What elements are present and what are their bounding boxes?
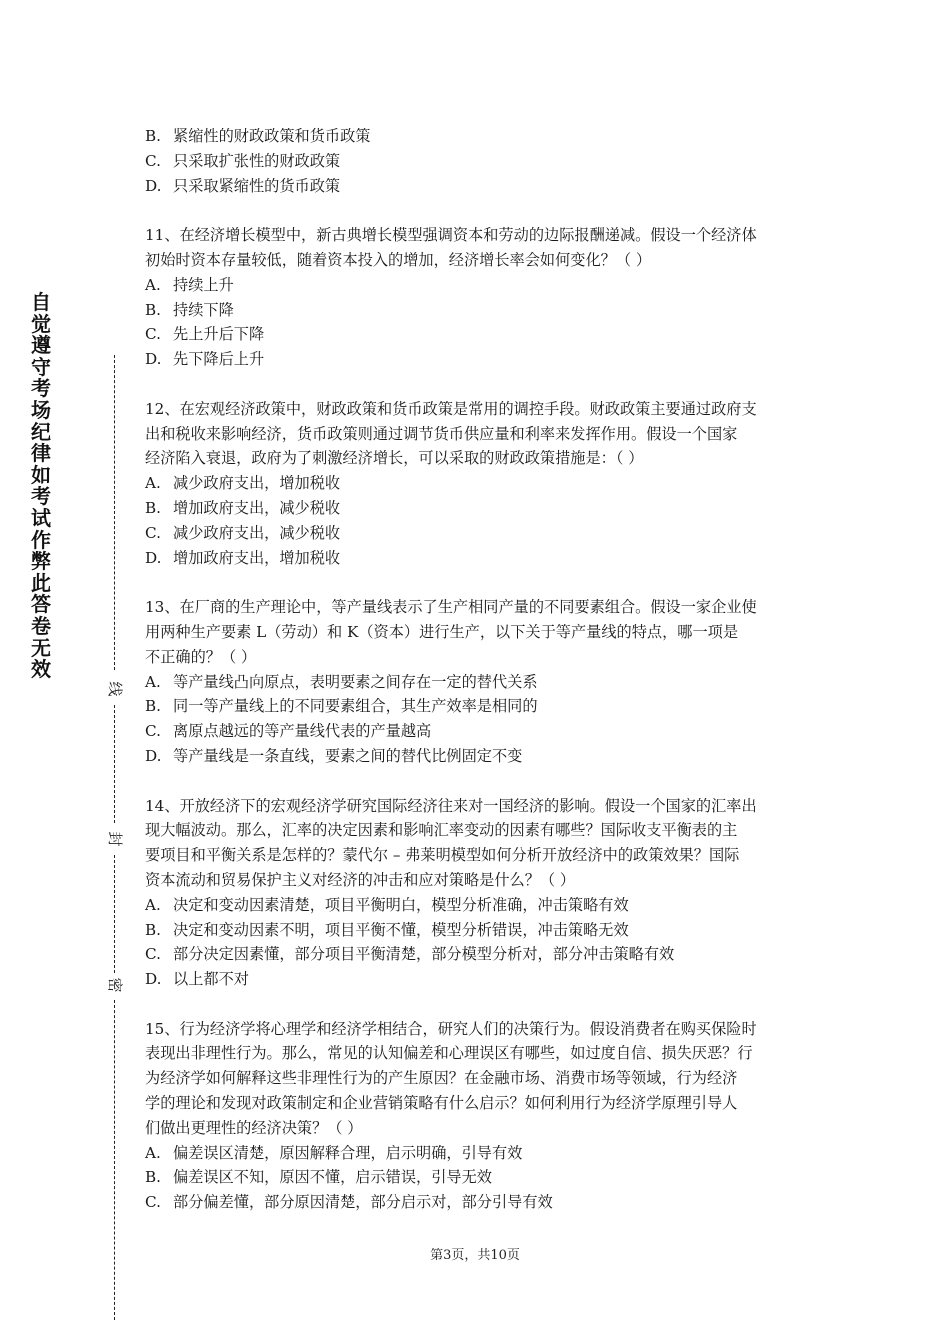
option-c: C. 离原点越远的等产量线代表的产量越高 — [145, 722, 432, 741]
question-stem: 不正确的？（ ） — [145, 647, 257, 666]
option-c: C. 先上升后下降 — [145, 325, 265, 344]
question-stem: 14、开放经济下的宏观经济学研究国际经济往来对一国经济的影响。假设一个国家的汇率出 — [145, 796, 757, 815]
question-15 — [145, 1017, 810, 1215]
option-d: D. 先下降后上升 — [145, 350, 265, 369]
option-b: B. 决定和变动因素不明，项目平衡不懂，模型分析错误，冲击策略无效 — [145, 920, 629, 939]
page-number-footer: 第3页，共10页 — [430, 1248, 520, 1263]
binding-notice: 自觉遵守考场纪律如考试作弊此答卷无效 — [31, 290, 51, 682]
option-d: D. 以上都不对 — [145, 970, 249, 989]
question-11 — [145, 223, 810, 372]
option-a: A. 减少政府支出，增加税收 — [145, 474, 341, 493]
binding-dashed-line — [114, 1000, 115, 1320]
previous-question-options — [145, 124, 810, 198]
binding-dashed-line — [114, 355, 115, 670]
binding-dashed-line — [114, 855, 115, 973]
option-a: A. 等产量线凸向原点，表明要素之间存在一定的替代关系 — [145, 672, 538, 691]
option-b: B. 紧缩性的财政政策和货币政策 — [145, 127, 371, 145]
question-13 — [145, 595, 810, 769]
option-a: A. 持续上升 — [145, 275, 234, 294]
question-stem: 出和税收来影响经济，货币政策则通过调节货币供应量和利率来发挥作用。假设一个国家 — [145, 424, 738, 443]
question-stem: 学的理论和发现对政策制定和企业营销策略有什么启示？如何利用行为经济学原理引导人 — [145, 1094, 738, 1113]
question-stem: 11、在经济增长模型中，新古典增长模型强调资本和劳动的边际报酬递减。假设一个经济体 — [145, 226, 757, 245]
option-c: C. 减少政府支出，减少税收 — [145, 523, 341, 542]
question-stem: 13、在厂商的生产理论中，等产量线表示了生产相同产量的不同要素组合。假设一家企业使 — [145, 598, 757, 617]
option-c: C. 部分偏差懂，部分原因清楚，部分启示对，部分引导有效 — [145, 1193, 553, 1212]
question-12 — [145, 397, 810, 571]
question-content — [145, 124, 810, 1215]
question-stem: 初始时资本存量较低，随着资本投入的增加，经济增长率会如何变化？（ ） — [145, 250, 652, 269]
binding-mark-line: 线 — [106, 678, 124, 700]
question-stem: 12、在宏观经济政策中，财政政策和货币政策是常用的调控手段。财政政策主要通过政府支 — [145, 399, 757, 418]
option-b: B. 同一等产量线上的不同要素组合，其生产效率是相同的 — [145, 697, 538, 716]
option-b: B. 偏差误区不知，原因不懂，启示错误，引导无效 — [145, 1168, 492, 1187]
binding-mark-secret: 密 — [106, 974, 124, 996]
question-stem: 为经济学如何解释这些非理性行为的产生原因？在金融市场、消费市场等领域，行为经济 — [145, 1069, 738, 1088]
option-a: A. 决定和变动因素清楚，项目平衡明白，模型分析准确，冲击策略有效 — [145, 895, 629, 914]
binding-dashed-line — [114, 705, 115, 823]
option-c: C. 部分决定因素懂，部分项目平衡清楚，部分模型分析对，部分冲击策略有效 — [145, 945, 675, 964]
option-a: A. 偏差误区清楚，原因解释合理，启示明确，引导有效 — [145, 1143, 523, 1162]
question-stem: 表现出非理性行为。那么，常见的认知偏差和心理误区有哪些，如过度自信、损失厌恶？行 — [145, 1044, 753, 1063]
binding-mark-seal: 封 — [106, 828, 124, 850]
question-stem: 用两种生产要素 L（劳动）和 K（资本）进行生产，以下关于等产量线的特点，哪一项是 — [145, 622, 739, 641]
question-stem: 15、行为经济学将心理学和经济学相结合，研究人们的决策行为。假设消费者在购买保险时 — [145, 1019, 757, 1038]
question-stem: 现大幅波动。那么，汇率的决定因素和影响汇率变动的因素有哪些？国际收支平衡表的主 — [145, 821, 738, 840]
option-d: D. 只采取紧缩性的货币政策 — [145, 176, 341, 195]
question-stem: 要项目和平衡关系是怎样的？蒙代尔 – 弗莱明模型如何分析开放经济中的政策效果？国际 — [145, 846, 740, 865]
question-stem: 们做出更理性的经济决策？（ ） — [145, 1118, 363, 1137]
option-b: B. 增加政府支出，减少税收 — [145, 498, 341, 517]
option-b: B. 持续下降 — [145, 300, 234, 319]
question-stem: 经济陷入衰退，政府为了刺激经济增长，可以采取的财政政策措施是：（ ） — [145, 449, 644, 468]
option-d: D. 等产量线是一条直线，要素之间的替代比例固定不变 — [145, 746, 523, 765]
option-d: D. 增加政府支出，增加税收 — [145, 548, 341, 567]
question-stem: 资本流动和贸易保护主义对经济的冲击和应对策略是什么？（ ） — [145, 870, 576, 889]
option-c: C. 只采取扩张性的财政政策 — [145, 151, 341, 170]
question-14 — [145, 794, 810, 992]
